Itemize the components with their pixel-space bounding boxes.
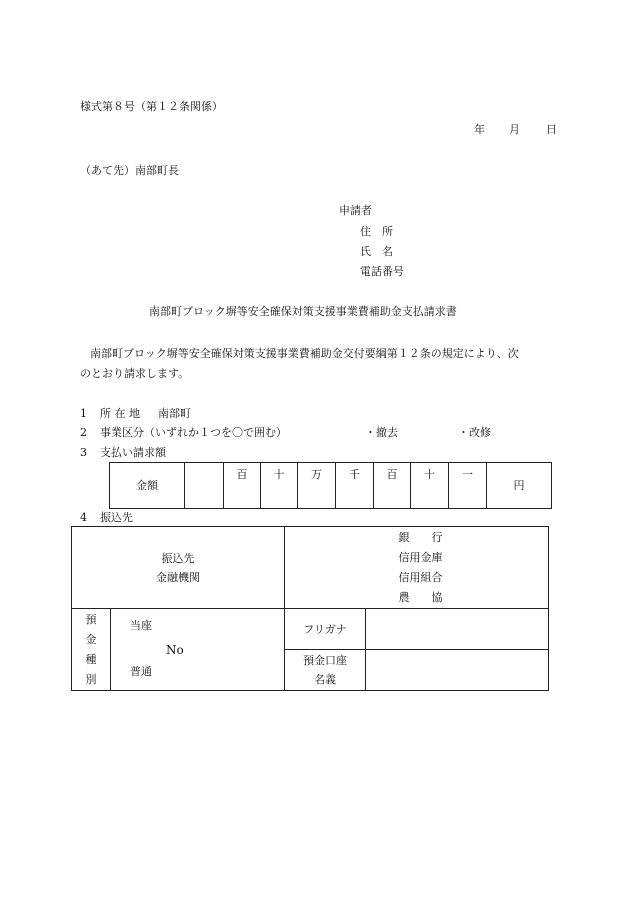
item-1-value: 南部町 (158, 407, 191, 420)
account-holder-label (285, 650, 366, 691)
item-2-option-repair: ・改修 (458, 426, 491, 439)
item-2-number: 2 (80, 426, 87, 439)
furigana-field[interactable] (366, 609, 549, 650)
bank-type-bank: 銀 行 (398, 531, 443, 544)
bank-label-transfer: 振込先 (161, 551, 195, 565)
account-holder-line-2: 名義 (314, 673, 336, 686)
item-1-label: 所 在 地 (100, 407, 140, 420)
bank-table (71, 526, 549, 691)
amount-yen: 円 (487, 463, 552, 509)
addressee: （あて先）南部町長 (80, 164, 179, 177)
date-year: 年 (474, 123, 485, 136)
bank-type-cell[interactable] (285, 527, 549, 609)
body-line-1: 南部町ブロック塀等安全確保対策支援事業費補助金交付要綱第１２条の規定により、次 (90, 347, 519, 360)
applicant-phone-label: 電話番号 (360, 265, 404, 278)
bank-left-label (72, 527, 285, 609)
account-type-char: 別 (85, 673, 97, 686)
bank-type-shinkin: 信用金庫 (398, 551, 443, 564)
account-holder-line-1: 預金口座 (303, 654, 347, 667)
bank-type-kumiai: 信用組合 (398, 571, 443, 584)
account-type-char: 種 (85, 653, 97, 666)
item-2-option-removal: ・撤去 (365, 426, 398, 439)
bank-type-nokyo: 農 協 (398, 591, 443, 604)
amount-unit-cell[interactable]: 万 (298, 463, 336, 509)
amount-label: 金額 (110, 463, 185, 509)
amount-unit-cell[interactable]: 十 (411, 463, 449, 509)
amount-unit-cell[interactable]: 千 (336, 463, 374, 509)
amount-blank-cell[interactable] (185, 463, 224, 509)
amount-unit-cell[interactable]: 百 (374, 463, 411, 509)
account-type-cell[interactable] (111, 609, 285, 691)
item-3-label: 支払い請求額 (100, 446, 166, 459)
account-number-label: No (166, 643, 184, 657)
account-type-touza: 当座 (130, 619, 152, 632)
item-1-number: 1 (80, 407, 87, 420)
applicant-name-label: 氏 名 (360, 245, 393, 258)
account-holder-field[interactable] (366, 650, 549, 691)
item-3-number: 3 (80, 446, 87, 459)
item-4-label: 振込先 (100, 511, 133, 524)
account-type-char: 預 (85, 613, 97, 626)
applicant-address-label: 住 所 (360, 225, 393, 238)
date-month: 月 (509, 123, 520, 136)
amount-unit-cell[interactable]: 十 (261, 463, 298, 509)
item-4-number: 4 (80, 511, 87, 524)
item-2-label: 事業区分（いずれか１つを〇で囲む） (100, 426, 287, 439)
body-line-2: のとおり請求します。 (80, 367, 190, 380)
furigana-label: フリガナ (285, 609, 366, 650)
document-title: 南部町ブロック塀等安全確保対策支援事業費補助金支払請求書 (149, 305, 457, 318)
bank-label-institution: 金融機関 (156, 570, 200, 584)
applicant-title: 申請者 (339, 204, 372, 217)
amount-unit-cell[interactable]: 百 (224, 463, 261, 509)
date-day: 日 (546, 123, 557, 136)
amount-table (109, 462, 552, 509)
amount-unit-cell[interactable]: 一 (449, 463, 487, 509)
account-type-char: 金 (85, 633, 97, 646)
form-number: 様式第８号（第１２条関係） (80, 100, 223, 113)
account-type-label (72, 609, 111, 691)
account-type-futsuu: 普通 (130, 665, 152, 678)
